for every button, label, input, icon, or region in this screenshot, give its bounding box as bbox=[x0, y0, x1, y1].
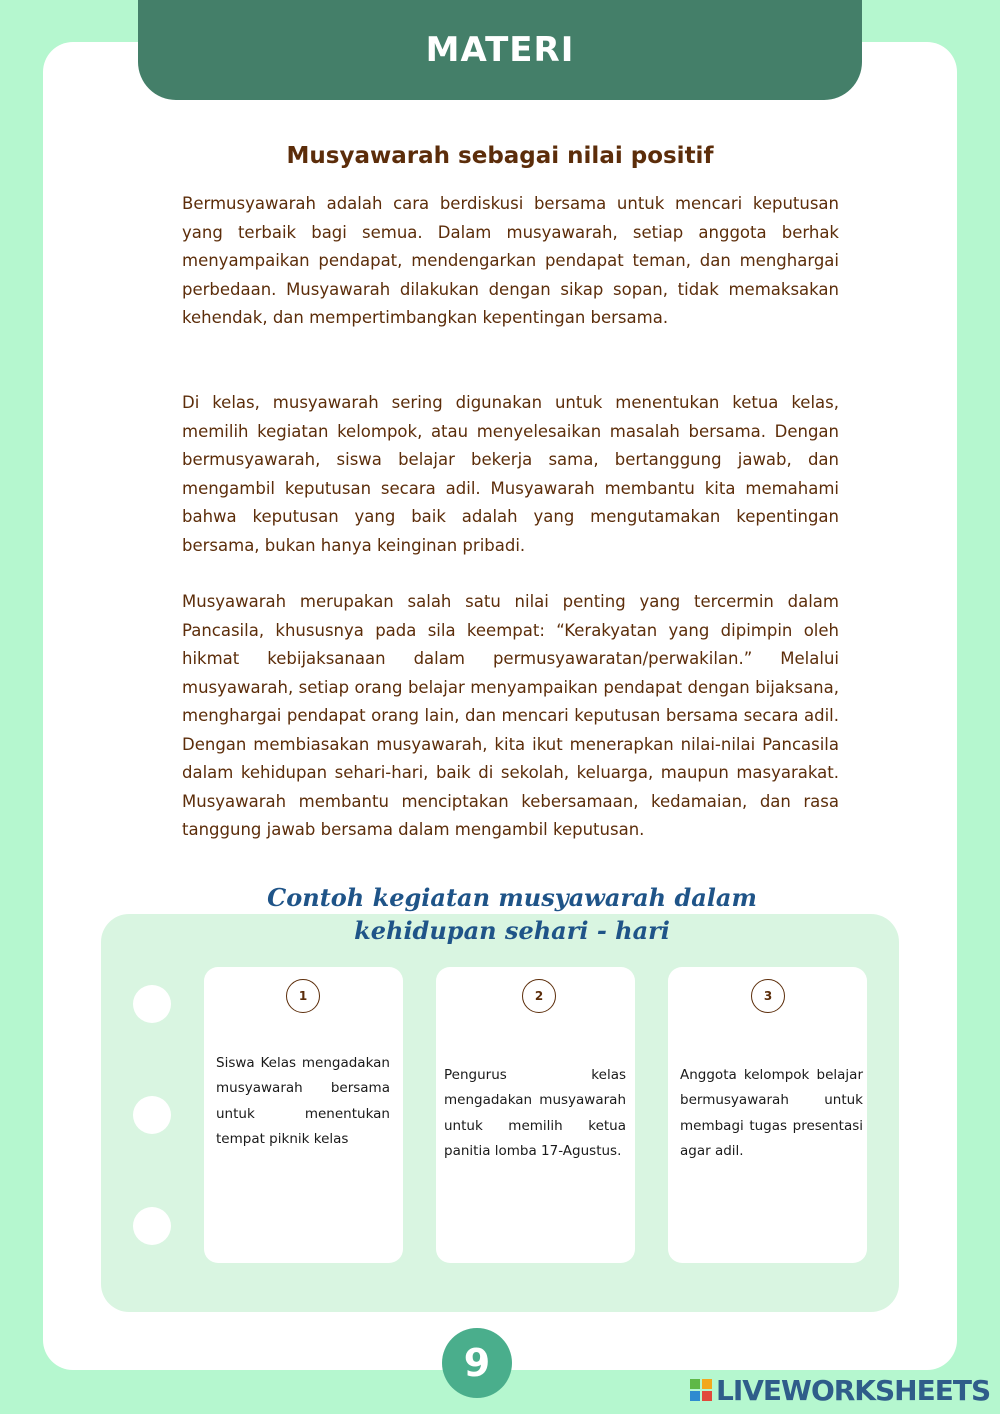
example-text: Anggota kelompok belajar bermusyawarah untuk membagi tugas presentasi agar adil. bbox=[680, 1067, 863, 1159]
examples-title: Contoh kegiatan musyawarah dalam kehidupan sehari - hari bbox=[267, 883, 757, 945]
decorative-dot bbox=[133, 985, 171, 1023]
decorative-dot bbox=[133, 1096, 171, 1134]
decorative-dot bbox=[133, 1207, 171, 1245]
header-title: MATERI bbox=[425, 30, 575, 70]
number-badge: 2 bbox=[522, 979, 556, 1013]
liveworksheets-logo[interactable] bbox=[690, 1374, 990, 1406]
brand-icon bbox=[690, 1379, 712, 1401]
number-badge: 3 bbox=[751, 979, 785, 1013]
example-card-2 bbox=[436, 967, 635, 1263]
brand-text: LIVEWORKSHEETS bbox=[716, 1373, 991, 1407]
example-text: Pengurus kelas mengadakan musyawarah untuk memilih ketua panitia lomba 17-Agustus. bbox=[444, 1067, 626, 1159]
example-card-3 bbox=[668, 967, 867, 1263]
paragraph-2: Di kelas, musyawarah sering digunakan untuk menentukan ketua kelas, memilih kegiatan kelompok, atau menyelesaikan masalah bersama. Dengan bermusyawarah, siswa belajar bekerja sama, bertanggung jawab, dan mengambil keputusan secara adil. Musyawarah membantu kita memahami bahwa keputusan yang baik adalah yang mengutamakan kepentingan bersama, bukan hanya keinginan pribadi. bbox=[182, 393, 839, 555]
header-banner bbox=[138, 0, 862, 100]
number-badge: 1 bbox=[286, 979, 320, 1013]
page-number: 9 bbox=[442, 1328, 512, 1398]
section-title: Musyawarah sebagai nilai positif bbox=[286, 143, 714, 169]
example-card-1 bbox=[204, 967, 403, 1263]
paragraph-3: Musyawarah merupakan salah satu nilai penting yang tercermin dalam Pancasila, khususnya pada sila keempat: “Kerakyatan yang dipimpin oleh hikmat kebijaksanaan dalam permusyawaratan/perwakilan.” Melalui musyawarah, setiap orang belajar menyampaikan pendapat dengan bijaksana, menghargai pendapat orang lain, dan mencari keputusan bersama secara adil. Dengan membiasakan musyawarah, kita ikut menerapkan nilai-nilai Pancasila dalam kehidupan sehari-hari, baik di sekolah, keluarga, maupun masyarakat. Musyawarah membantu menciptakan kebersamaan, kedamaian, dan rasa tanggung jawab bersama dalam mengambil keputusan. bbox=[182, 592, 839, 839]
paragraph-1: Bermusyawarah adalah cara berdiskusi bersama untuk mencari keputusan yang terbaik bagi semua. Dalam musyawarah, setiap anggota berhak menyampaikan pendapat, mendengarkan pendapat teman, dan menghargai perbedaan. Musyawarah dilakukan dengan sikap sopan, tidak memaksakan kehendak, dan mempertimbangkan kepentingan bersama. bbox=[182, 194, 839, 327]
example-text: Siswa Kelas mengadakan musyawarah bersama untuk menentukan tempat piknik kelas bbox=[216, 1055, 390, 1147]
